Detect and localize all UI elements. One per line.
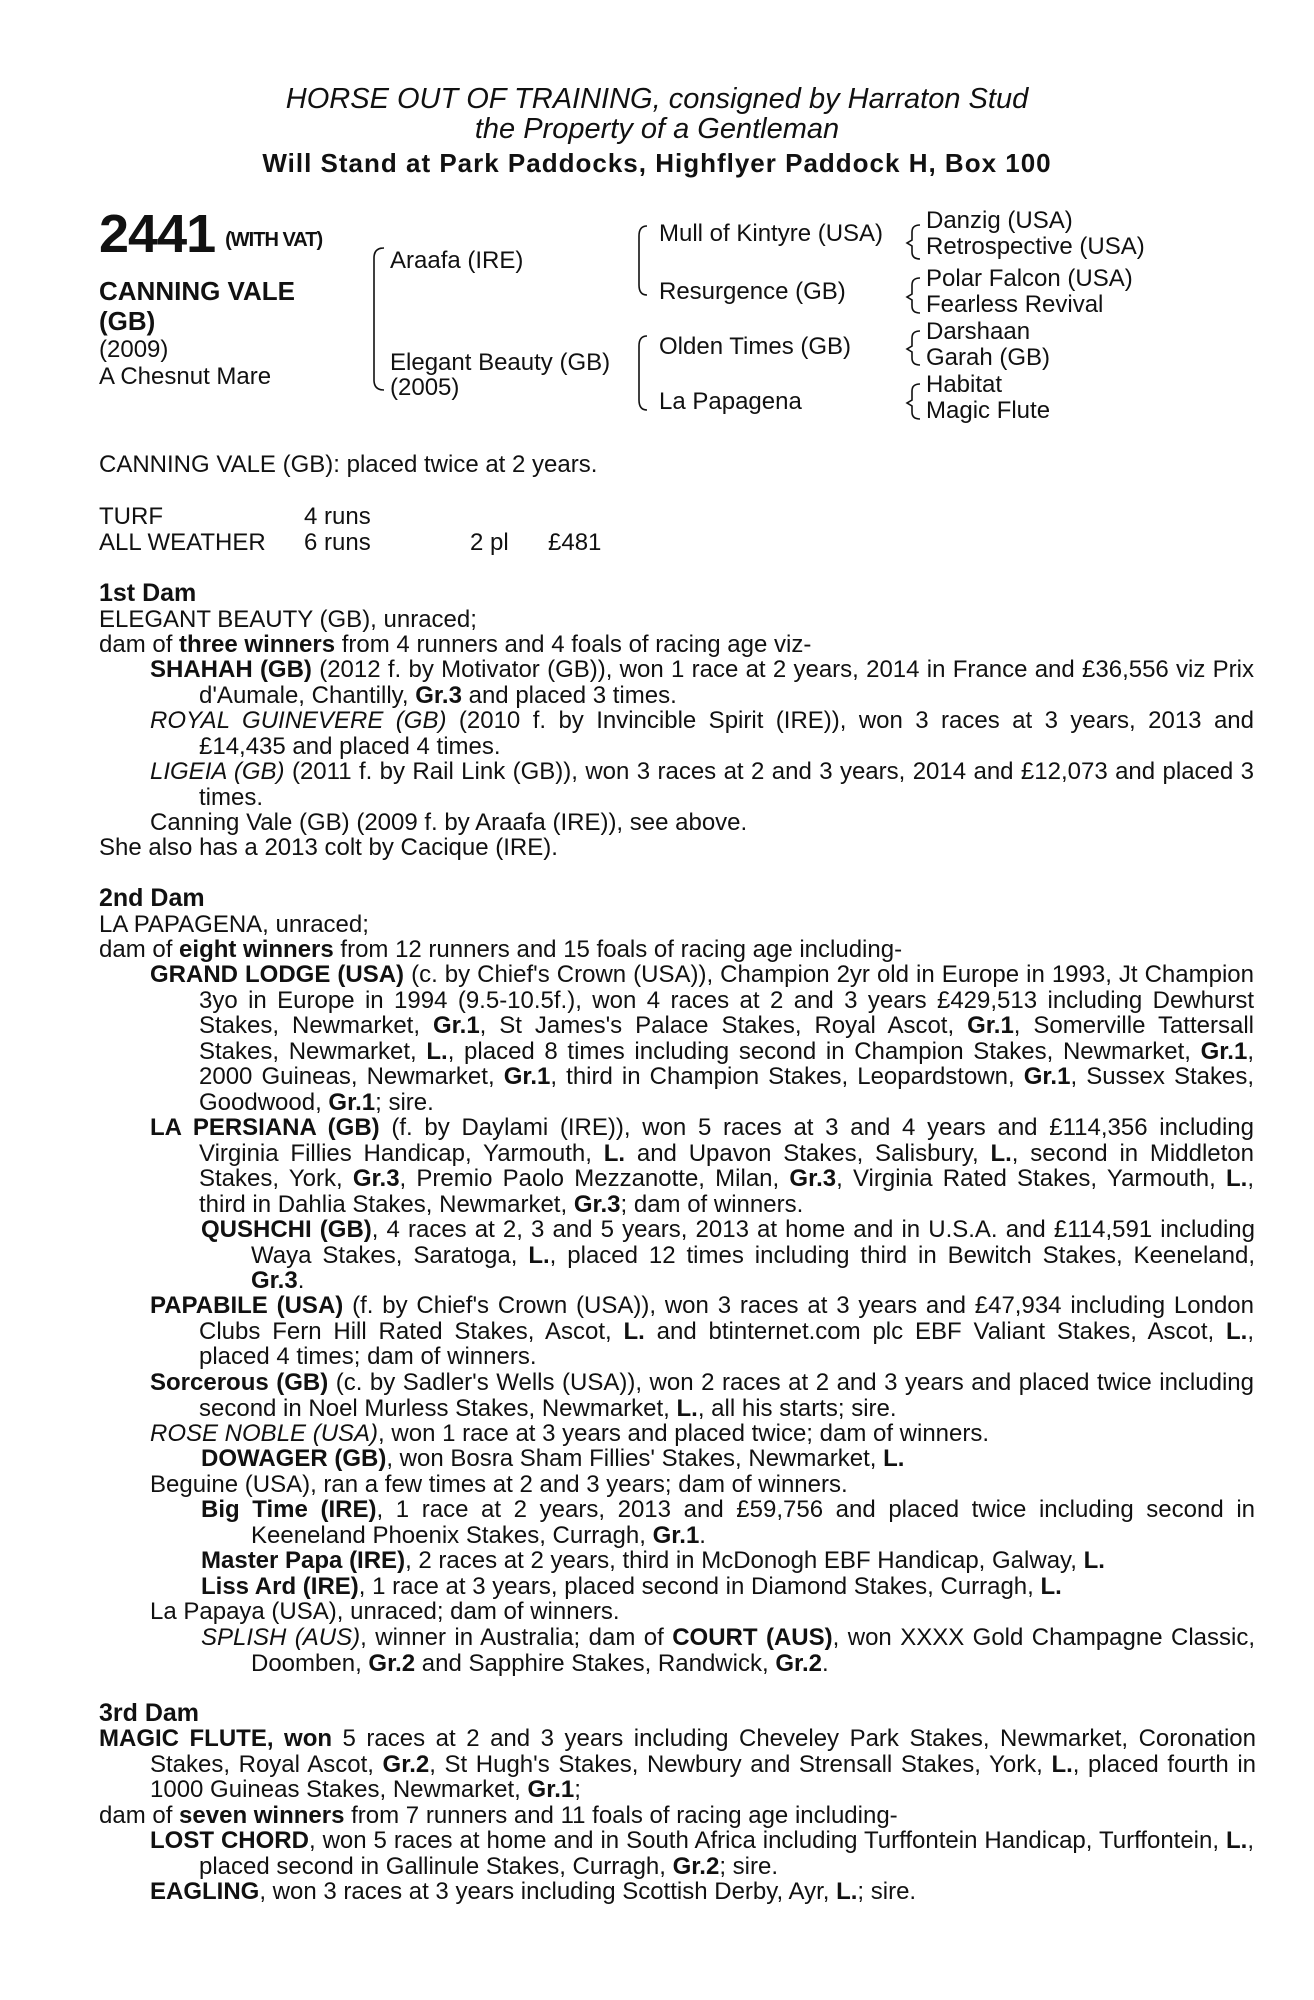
entry-royal-guinevere: ROYAL GUINEVERE (GB) (2010 f. by Invincible Spirit (IRE)), won 3 races at 3 years, 2013 and £14,435 and placed 4 times. bbox=[150, 707, 1254, 760]
second-dam-produce-line: dam of eight winners from 12 runners and 15 foals of racing age including- bbox=[99, 936, 903, 963]
entry-sorcerous: Sorcerous (GB) (c. by Sadler's Wells (USA)), won 2 races at 2 and 3 years and placed twice including second in Noel Murless Stakes, Newmarket, L., all his starts; sire. bbox=[150, 1369, 1254, 1422]
entry-master-papa: Master Papa (IRE), 2 races at 2 years, third in McDonogh EBF Handicap, Galway, L. bbox=[201, 1547, 1105, 1574]
pedigree-dsd: Garah (GB) bbox=[926, 344, 1051, 371]
entry-master-papa-name: Master Papa (IRE) bbox=[201, 1547, 406, 1574]
entry-ligeia-name: LIGEIA (GB) bbox=[150, 758, 285, 785]
entry-canning-vale: Canning Vale (GB) (2009 f. by Araafa (IRE)), see above. bbox=[150, 809, 748, 836]
second-dam-line: LA PAPAGENA, unraced; bbox=[99, 910, 369, 938]
entry-la-papaya: La Papaya (USA), unraced; dam of winners. bbox=[150, 1598, 620, 1625]
pedigree-sire: Araafa (IRE) bbox=[390, 247, 524, 274]
bracket-dam bbox=[639, 336, 647, 410]
first-dam-produce-line: dam of three winners from 4 runners and 4 foals of racing age viz- bbox=[99, 631, 812, 658]
entry-liss-ard-name: Liss Ard (IRE) bbox=[201, 1573, 359, 1600]
pedigree-ddd: Magic Flute bbox=[926, 397, 1051, 424]
foaling-year: (2009) bbox=[99, 336, 169, 363]
pedigree-sss: Danzig (USA) bbox=[926, 207, 1073, 234]
entry-la-persiana-name: LA PERSIANA (GB) bbox=[150, 1114, 380, 1141]
horse-description: A Chesnut Mare bbox=[99, 363, 272, 390]
entry-shahah: SHAHAH (GB) (2012 f. by Motivator (GB)), won 1 race at 2 years, 2014 in France and £36,556 viz Prix d'Aumale, Chantilly, Gr.3 and placed 3 times. bbox=[150, 656, 1254, 709]
form-summary: CANNING VALE (GB): placed twice at 2 years. bbox=[99, 451, 598, 478]
pedigree-dam: Elegant Beauty (GB) bbox=[390, 349, 611, 376]
aw-placed: 2 pl bbox=[470, 529, 509, 556]
pedigree-dss: Darshaan bbox=[926, 318, 1031, 345]
property-line: the Property of a Gentleman bbox=[474, 113, 840, 145]
entry-eagling: EAGLING, won 3 races at 3 years including Scottish Derby, Ayr, L.; sire. bbox=[150, 1878, 917, 1905]
entry-grand-lodge: GRAND LODGE (USA) (c. by Chief's Crown (USA)), Champion 2yr old in Europe in 1993, Jt Champion 3yo in Europe in 1994 (9.5-10.5f.), won 4 races at 2 and 3 years £429,513 including Dewhurst Stakes, Newmarket, Gr.1, St James's Palace Stakes, Royal Ascot, Gr.1, Somerville Tattersall Stakes, Newmarket, L., placed 8 times including second in Champion Stakes, Newmarket, Gr.1, 2000 Guineas, Newmarket, Gr.1, third in Champion Stakes, Leopardstown, Gr.1, Sussex Stakes, Goodwood, Gr.1; sire. bbox=[150, 961, 1255, 1116]
entry-qushchi-name: QUSHCHI (GB) bbox=[201, 1216, 372, 1243]
bracket-sire bbox=[639, 226, 647, 295]
bracket-ds bbox=[907, 331, 920, 365]
entry-qushchi: QUSHCHI (GB), 4 races at 2, 3 and 5 years, 2013 at home and in U.S.A. and £114,591 including Waya Stakes, Saratoga, L., placed 12 times including third in Bewitch Stakes, Keeneland, Gr.3. bbox=[201, 1216, 1255, 1294]
pedigree-dam-year: (2005) bbox=[390, 374, 460, 401]
bracket-sd bbox=[907, 278, 920, 313]
entry-magic-flute-name: MAGIC FLUTE bbox=[99, 1725, 267, 1752]
pedigree-sire-sire: Mull of Kintyre (USA) bbox=[659, 220, 884, 247]
entry-liss-ard: Liss Ard (IRE), 1 race at 3 years, placed second in Diamond Stakes, Curragh, L. bbox=[201, 1573, 1062, 1600]
entry-papabile-name: PAPABILE (USA) bbox=[150, 1292, 344, 1319]
aw-runs: 6 runs bbox=[304, 529, 371, 556]
pedigree-dam-dam: La Papagena bbox=[659, 388, 802, 415]
first-dam-section bbox=[99, 581, 811, 658]
entry-rose-noble: ROSE NOBLE (USA), won 1 race at 3 years and placed twice; dam of winners. bbox=[150, 1420, 990, 1447]
second-dam-section bbox=[99, 886, 902, 963]
pedigree-brackets bbox=[0, 0, 1314, 460]
entry-rose-noble-name: ROSE NOBLE (USA) bbox=[150, 1420, 379, 1447]
entry-beguine: Beguine (USA), ran a few times at 2 and 3 years; dam of winners. bbox=[150, 1471, 848, 1498]
turf-label: TURF bbox=[99, 503, 163, 530]
lot-number: 2441 bbox=[99, 204, 216, 264]
pedigree-sire-dam: Resurgence (GB) bbox=[659, 278, 846, 305]
entry-ligeia: LIGEIA (GB) (2011 f. by Rail Link (GB)), won 3 races at 2 and 3 years, 2014 and £12,073 and placed 3 times. bbox=[150, 758, 1254, 811]
entry-splish-name: SPLISH (AUS) bbox=[201, 1624, 361, 1651]
turf-runs: 4 runs bbox=[304, 503, 371, 530]
vat-note: (WITH VAT) bbox=[225, 229, 323, 251]
entry-magic-flute: MAGIC FLUTE, won 5 races at 2 and 3 years including Cheveley Park Stakes, Newmarket, Coronation Stakes, Royal Ascot, Gr.2, St Hugh's Stakes, Newbury and Strensall Stakes, York, L., placed fourth in 1000 Guineas Stakes, Newmarket, Gr.1; bbox=[99, 1725, 1256, 1803]
entry-la-persiana: LA PERSIANA (GB) (f. by Daylami (IRE)), won 5 races at 3 and 4 years and £114,356 including Virginia Fillies Handicap, Yarmouth, L. and Upavon Stakes, Salisbury, L., second in Middleton Stakes, York, Gr.3, Premio Paolo Mezzanotte, Milan, Gr.3, Virginia Rated Stakes, Yarmouth, L., third in Dahlia Stakes, Newmarket, Gr.3; dam of winners. bbox=[150, 1114, 1254, 1218]
entry-big-time-name: Big Time (IRE) bbox=[201, 1496, 377, 1523]
entry-lost-chord: LOST CHORD, won 5 races at home and in South Africa including Turffontein Handicap, Turffontein, L., placed second in Gallinule Stakes, Curragh, Gr.2; sire. bbox=[150, 1827, 1254, 1880]
pedigree-sds: Polar Falcon (USA) bbox=[926, 265, 1133, 292]
pedigree-dam-sire: Olden Times (GB) bbox=[659, 333, 852, 360]
entry-dowager: DOWAGER (GB), won Bosra Sham Fillies' Stakes, Newmarket, L. bbox=[201, 1445, 905, 1472]
pedigree-dds: Habitat bbox=[926, 371, 1003, 398]
entry-splish: SPLISH (AUS), winner in Australia; dam of COURT (AUS), won XXXX Gold Champagne Classic, Doomben, Gr.2 and Sapphire Stakes, Randwick, Gr.2. bbox=[201, 1624, 1255, 1677]
entry-eagling-name: EAGLING bbox=[150, 1878, 260, 1905]
horse-name-line1: CANNING VALE bbox=[99, 276, 295, 306]
bracket-gen1 bbox=[374, 248, 384, 390]
entry-royal-guinevere-name: ROYAL GUINEVERE (GB) bbox=[150, 707, 447, 734]
first-dam-also: She also has a 2013 colt by Cacique (IRE). bbox=[99, 834, 558, 861]
stand-location-line: Will Stand at Park Paddocks, Highflyer Paddock H, Box 100 bbox=[262, 148, 1052, 178]
entry-dowager-name: DOWAGER (GB) bbox=[201, 1445, 387, 1472]
third-dam-heading-row bbox=[99, 1701, 199, 1727]
third-dam-produce-line: dam of seven winners from 7 runners and 11 foals of racing age including- bbox=[99, 1802, 898, 1829]
bracket-ss bbox=[907, 225, 920, 259]
pedigree-sdd: Fearless Revival bbox=[926, 291, 1104, 318]
aw-label: ALL WEATHER bbox=[99, 529, 266, 556]
entry-papabile: PAPABILE (USA) (f. by Chief's Crown (USA)), won 3 races at 3 years and £47,934 including London Clubs Fern Hill Rated Stakes, Ascot, L. and btinternet.com plc EBF Valiant Stakes, Ascot, L., placed 4 times; dam of winners. bbox=[150, 1292, 1254, 1370]
entry-grand-lodge-name: GRAND LODGE (USA) bbox=[150, 961, 405, 988]
second-dam-heading: 2nd Dam bbox=[99, 884, 205, 912]
entry-lost-chord-name: LOST CHORD bbox=[150, 1827, 309, 1854]
horse-name-line2: (GB) bbox=[99, 306, 156, 336]
consignor-line: HORSE OUT OF TRAINING, consigned by Harraton Stud bbox=[285, 83, 1029, 115]
entry-shahah-name: SHAHAH (GB) bbox=[150, 656, 312, 683]
aw-prize: £481 bbox=[548, 529, 602, 556]
first-dam-line: ELEGANT BEAUTY (GB), unraced; bbox=[99, 605, 477, 633]
bracket-dd bbox=[907, 384, 920, 419]
first-dam-heading: 1st Dam bbox=[99, 579, 197, 607]
pedigree-ssd: Retrospective (USA) bbox=[926, 233, 1145, 260]
third-dam-heading: 3rd Dam bbox=[99, 1699, 200, 1727]
entry-sorcerous-name: Sorcerous (GB) bbox=[150, 1369, 329, 1396]
entry-big-time: Big Time (IRE), 1 race at 2 years, 2013 and £59,756 and placed twice including second in Keeneland Phoenix Stakes, Curragh, Gr.1. bbox=[201, 1496, 1255, 1549]
